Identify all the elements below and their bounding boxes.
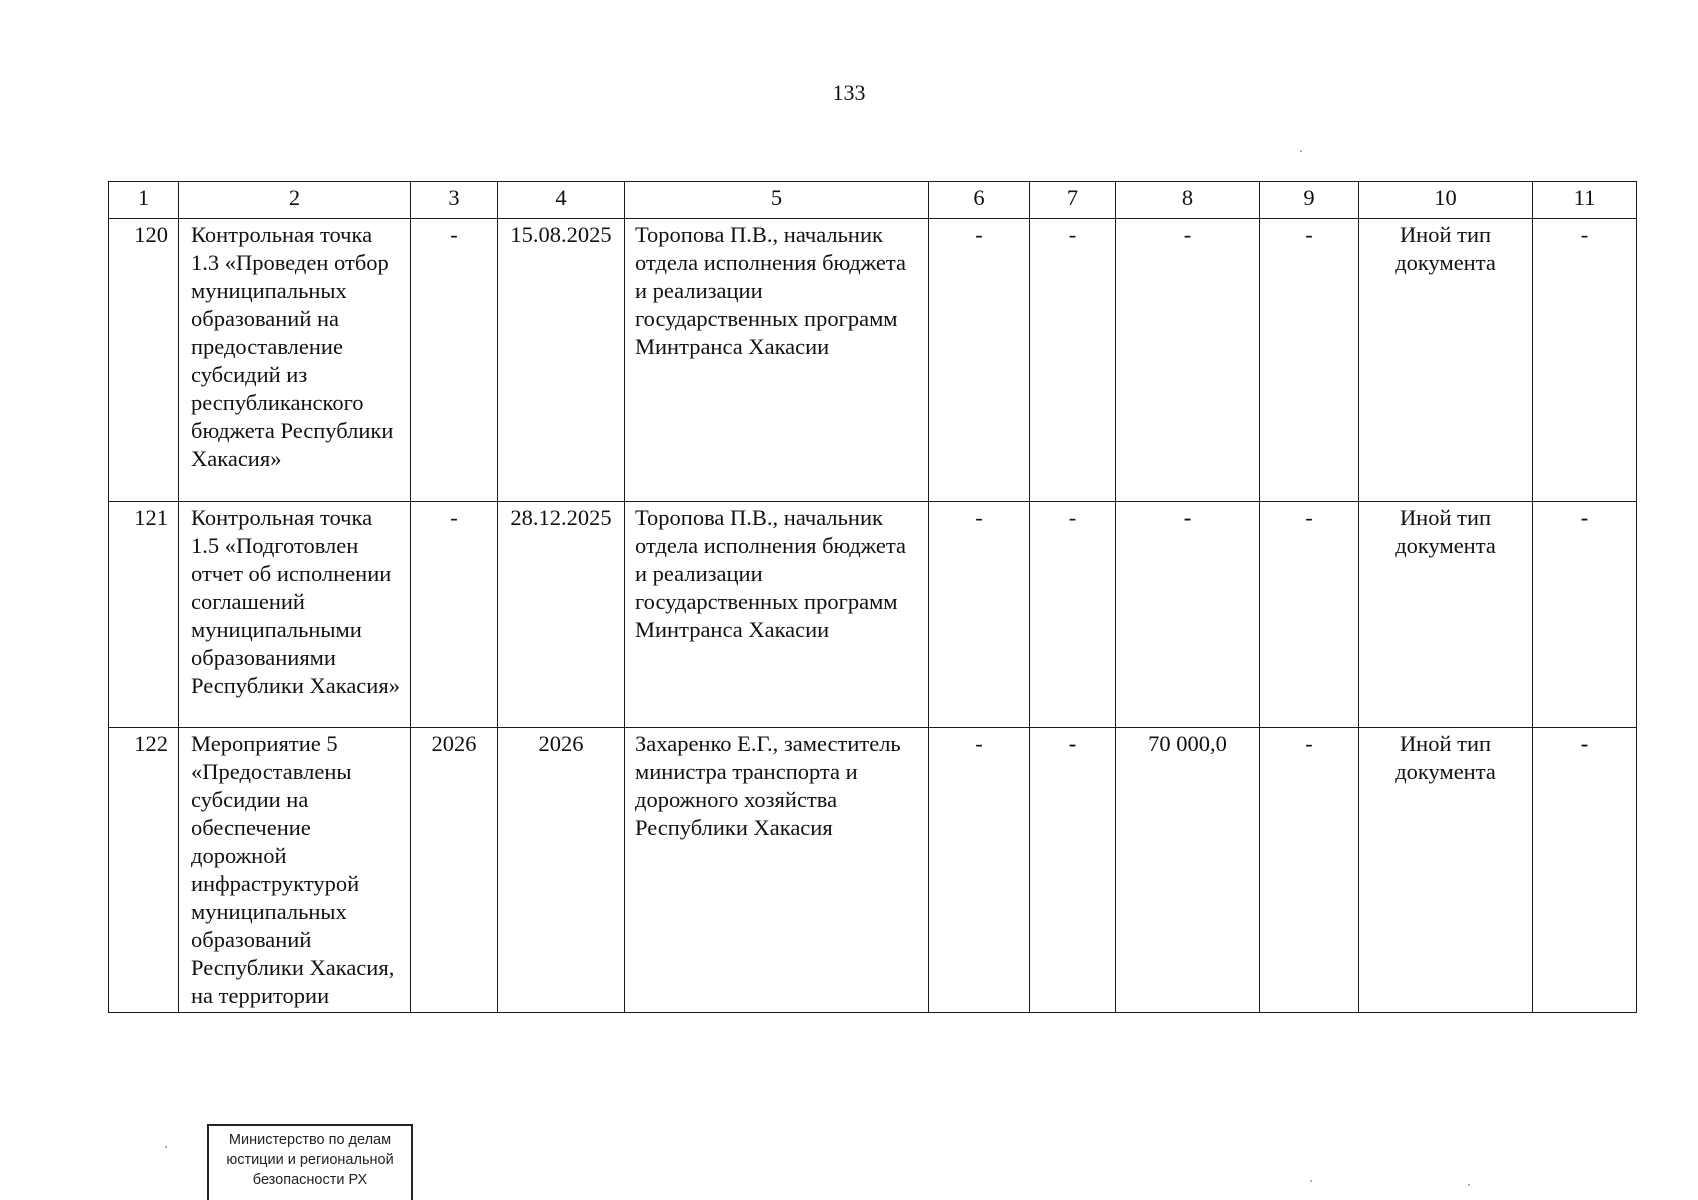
header-cell: 11 (1533, 182, 1637, 219)
cell-col7: - (1030, 502, 1116, 728)
header-cell: 1 (109, 182, 179, 219)
measures-table (108, 181, 1637, 1013)
document-type: Иной тип документа (1359, 728, 1533, 1013)
cell-col8: - (1116, 502, 1260, 728)
cell-col7: - (1030, 728, 1116, 1013)
cell-col11: - (1533, 728, 1637, 1013)
end-date: 28.12.2025 (498, 502, 625, 728)
cell-col6: - (929, 219, 1030, 502)
cell-col7: - (1030, 219, 1116, 502)
ministry-stamp (207, 1124, 413, 1200)
cell-col6: - (929, 728, 1030, 1013)
measure-name: Мероприятие 5 «Предоставлены субсидии на обеспечение дорожной инфраструктурой муниципальных образований Республики Хакасия, на территории (179, 728, 411, 1013)
measure-name: Контрольная точка 1.3 «Проведен отбор муниципальных образований на предоставление субсидий из республиканского бюджета Республики Хакасия» (179, 219, 411, 502)
header-cell: 2 (179, 182, 411, 219)
table-header-row (109, 182, 1637, 219)
stamp-line: юстиции и региональной (226, 1152, 394, 1168)
row-number: 122 (109, 728, 179, 1013)
document-type: Иной тип документа (1359, 219, 1533, 502)
start-date: - (411, 502, 498, 728)
end-date: 15.08.2025 (498, 219, 625, 502)
cell-col9: - (1260, 728, 1359, 1013)
header-cell: 9 (1260, 182, 1359, 219)
table-row (109, 219, 1637, 502)
document-type: Иной тип документа (1359, 502, 1533, 728)
cell-col6: - (929, 502, 1030, 728)
measure-name: Контрольная точка 1.5 «Подготовлен отчет об исполнении соглашений муниципальными образованиями Республики Хакасия» (179, 502, 411, 728)
scan-speck (165, 1146, 167, 1148)
row-number: 121 (109, 502, 179, 728)
responsible-executor: Захаренко Е.Г., заместитель министра транспорта и дорожного хозяйства Республики Хакасия (625, 728, 929, 1013)
cell-col9: - (1260, 219, 1359, 502)
table-row (109, 502, 1637, 728)
cell-col9: - (1260, 502, 1359, 728)
responsible-executor: Торопова П.В., начальник отдела исполнения бюджета и реализации государственных программ Минтранса Хакасии (625, 219, 929, 502)
header-cell: 7 (1030, 182, 1116, 219)
scan-speck (1468, 1184, 1470, 1186)
scan-speck (1300, 150, 1302, 152)
table-row (109, 728, 1637, 1013)
cell-col8: - (1116, 219, 1260, 502)
stamp-line: Министерство по делам (228, 1132, 392, 1148)
header-cell: 8 (1116, 182, 1260, 219)
cell-col8: 70 000,0 (1116, 728, 1260, 1013)
row-number: 120 (109, 219, 179, 502)
header-cell: 5 (625, 182, 929, 219)
header-cell: 10 (1359, 182, 1533, 219)
page-number: 133 (832, 80, 866, 105)
start-date: 2026 (411, 728, 498, 1013)
stamp-line: безопасности РХ (252, 1172, 368, 1188)
end-date: 2026 (498, 728, 625, 1013)
header-cell: 6 (929, 182, 1030, 219)
header-cell: 4 (498, 182, 625, 219)
responsible-executor: Торопова П.В., начальник отдела исполнения бюджета и реализации государственных программ Минтранса Хакасии (625, 502, 929, 728)
cell-col11: - (1533, 502, 1637, 728)
scan-speck (1310, 1180, 1312, 1182)
header-cell: 3 (411, 182, 498, 219)
start-date: - (411, 219, 498, 502)
cell-col11: - (1533, 219, 1637, 502)
